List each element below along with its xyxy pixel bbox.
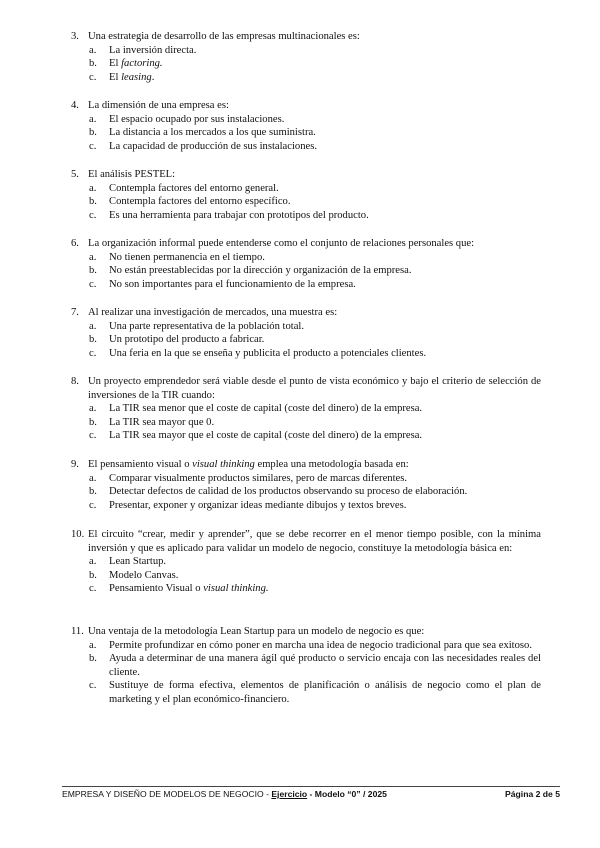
option-letter: c. xyxy=(89,583,97,595)
question-9 xyxy=(71,458,541,512)
question-number: 8. xyxy=(71,376,79,387)
option-letter: b. xyxy=(89,196,97,208)
option-text: La TIR sea mayor que el coste de capital (coste del dinero) de la empresa. xyxy=(109,430,423,442)
option-a xyxy=(71,402,541,416)
option-c xyxy=(71,209,541,223)
option-c xyxy=(71,582,541,596)
option-letter: c. xyxy=(89,71,97,83)
option-text: El espacio ocupado por sus instalaciones. xyxy=(109,113,285,125)
option-c xyxy=(71,499,541,513)
question-text: La organización informal puede entenderse como el conjunto de relaciones personales que: xyxy=(88,238,475,249)
option-letter: a. xyxy=(89,182,97,194)
option-letter: b. xyxy=(89,127,97,139)
question-text: Una ventaja de la metodología Lean Startup para un modelo de negocio es que: xyxy=(88,626,425,637)
option-c xyxy=(71,278,541,292)
question-text: Una estrategia de desarrollo de las empresas multinacionales es: xyxy=(88,31,360,42)
option-letter: a. xyxy=(89,44,97,56)
option-letter: b. xyxy=(89,265,97,277)
option-a xyxy=(71,182,541,196)
option-b xyxy=(71,57,541,71)
option-letter: c. xyxy=(89,209,97,221)
option-text: La capacidad de producción de sus instalaciones. xyxy=(109,140,317,152)
option-a xyxy=(71,251,541,265)
question-3 xyxy=(71,30,541,84)
option-letter: b. xyxy=(89,334,97,346)
page-footer xyxy=(62,788,560,802)
question-text: emplea una metodología basada en: xyxy=(254,459,409,470)
option-italic-text: visual thinking. xyxy=(203,583,269,595)
question-number: 4. xyxy=(71,100,79,111)
option-letter: b. xyxy=(89,416,97,428)
page-total: 5 xyxy=(555,789,560,799)
option-text: La distancia a los mercados a los que suministra. xyxy=(109,127,316,139)
option-letter: c. xyxy=(89,499,97,511)
option-text: Pensamiento Visual o xyxy=(109,583,204,595)
question-8 xyxy=(71,375,541,443)
option-a xyxy=(71,555,541,569)
option-text: Modelo Canvas. xyxy=(109,569,179,581)
option-text: Una feria en la que se enseña y publicita el producto a potenciales clientes. xyxy=(109,347,427,359)
option-a xyxy=(71,472,541,486)
option-b xyxy=(71,569,541,583)
option-text: Detectar defectos de calidad de los productos observando su proceso de elaboración. xyxy=(109,486,468,498)
option-text: . xyxy=(151,71,155,83)
option-letter: b. xyxy=(89,58,97,70)
option-letter: a. xyxy=(89,251,97,263)
option-c xyxy=(71,140,541,154)
question-number: 3. xyxy=(71,31,79,42)
option-letter: a. xyxy=(89,556,97,568)
option-a xyxy=(71,44,541,58)
option-text: Una parte representativa de la población total. xyxy=(109,320,305,332)
option-a xyxy=(71,320,541,334)
option-c xyxy=(71,679,541,706)
option-text: La inversión directa. xyxy=(109,44,197,56)
option-text: No tienen permanencia en el tiempo. xyxy=(109,251,265,263)
option-b xyxy=(71,652,541,679)
question-number: 10. xyxy=(71,529,85,540)
option-a xyxy=(71,639,541,653)
option-text: Un prototipo del producto a fabricar. xyxy=(109,334,265,346)
option-text: Contempla factores del entorno específico. xyxy=(109,196,291,208)
footer-separator: - xyxy=(307,789,315,799)
option-letter: c. xyxy=(89,347,97,359)
question-7 xyxy=(71,306,541,360)
option-text: Ayuda a determinar de una manera ágil qué producto o servicio encaja con las necesidades reales del cliente. xyxy=(109,653,541,678)
option-c xyxy=(71,71,541,85)
option-b xyxy=(71,333,541,347)
page-current: 2 xyxy=(535,789,541,799)
option-text: Es una herramienta para trabajar con prototipos del producto. xyxy=(109,209,369,221)
question-text: La dimensión de una empresa es: xyxy=(88,100,229,111)
option-letter: a. xyxy=(89,320,97,332)
footer-model: Modelo “0” / 2025 xyxy=(314,789,387,799)
option-b xyxy=(71,264,541,278)
option-text: La TIR sea mayor que 0. xyxy=(109,416,215,428)
option-c xyxy=(71,429,541,443)
option-b xyxy=(71,485,541,499)
option-text: Lean Startup. xyxy=(109,556,167,568)
question-6 xyxy=(71,237,541,291)
option-b xyxy=(71,126,541,140)
option-text: Sustituye de forma efectiva, elementos de planificación o análisis de negocio como el plan de marketing y el plan económico-financiero. xyxy=(109,680,541,705)
option-letter: c. xyxy=(89,140,97,152)
option-b xyxy=(71,416,541,430)
option-text: El xyxy=(109,71,122,83)
option-italic-text: factoring. xyxy=(121,58,163,70)
option-b xyxy=(71,195,541,209)
question-text: El análisis PESTEL: xyxy=(88,169,176,180)
option-letter: a. xyxy=(89,472,97,484)
footer-divider xyxy=(62,786,560,787)
option-letter: b. xyxy=(89,486,97,498)
option-text: No están preestablecidas por la dirección y organización de la empresa. xyxy=(109,265,412,277)
question-text: Al realizar una investigación de mercados, una muestra es: xyxy=(88,307,338,318)
footer-course-title: EMPRESA Y DISEÑO DE MODELOS DE NEGOCIO xyxy=(62,789,264,799)
footer-exercise: Ejercicio xyxy=(271,789,308,799)
footer-separator: - xyxy=(263,789,272,799)
option-text: Contempla factores del entorno general. xyxy=(109,182,279,194)
question-number: 9. xyxy=(71,459,79,470)
option-text: La TIR sea menor que el coste de capital (coste del dinero) de la empresa. xyxy=(109,403,423,415)
option-letter: a. xyxy=(89,113,97,125)
question-number: 5. xyxy=(71,169,79,180)
option-text: Presentar, exponer y organizar ideas mediante dibujos y textos breves. xyxy=(109,499,407,511)
option-text: No son importantes para el funcionamiento de la empresa. xyxy=(109,278,356,290)
option-text: Comparar visualmente productos similares, pero de marcas diferentes. xyxy=(109,472,407,484)
option-c xyxy=(71,347,541,361)
question-10 xyxy=(71,528,541,596)
option-letter: a. xyxy=(89,403,97,415)
option-letter: c. xyxy=(89,278,97,290)
page-of: de xyxy=(540,789,556,799)
option-text: El xyxy=(109,58,122,70)
page-label: Página xyxy=(505,789,536,799)
question-4 xyxy=(71,99,541,153)
question-text: El circuito “crear, medir y aprender”, que se debe recorrer en el menor tiempo posible, con la mínima inversión y que es aplicado para validar un modelo de negocio, constituye la metodología básica en: xyxy=(88,529,541,554)
option-letter: a. xyxy=(89,639,97,651)
footer-title xyxy=(62,788,387,802)
option-letter: c. xyxy=(89,430,97,442)
option-letter: c. xyxy=(89,680,97,692)
question-5 xyxy=(71,168,541,222)
question-text: Un proyecto emprendedor será viable desde el punto de vista económico y bajo el criterio de selección de inversiones de la TIR cuando: xyxy=(88,376,541,401)
option-text: Permite profundizar en cómo poner en marcha una idea de negocio tradicional para que sea exitoso. xyxy=(109,639,532,651)
question-italic-text: visual thinking xyxy=(192,459,255,470)
option-italic-text: leasing xyxy=(121,71,152,83)
page-number xyxy=(505,788,560,802)
option-a xyxy=(71,113,541,127)
question-number: 6. xyxy=(71,238,79,249)
question-11 xyxy=(71,625,541,707)
option-letter: b. xyxy=(89,569,97,581)
question-text: El pensamiento visual o xyxy=(88,459,193,470)
question-number: 11. xyxy=(71,626,84,637)
question-number: 7. xyxy=(71,307,79,318)
option-letter: b. xyxy=(89,653,97,665)
